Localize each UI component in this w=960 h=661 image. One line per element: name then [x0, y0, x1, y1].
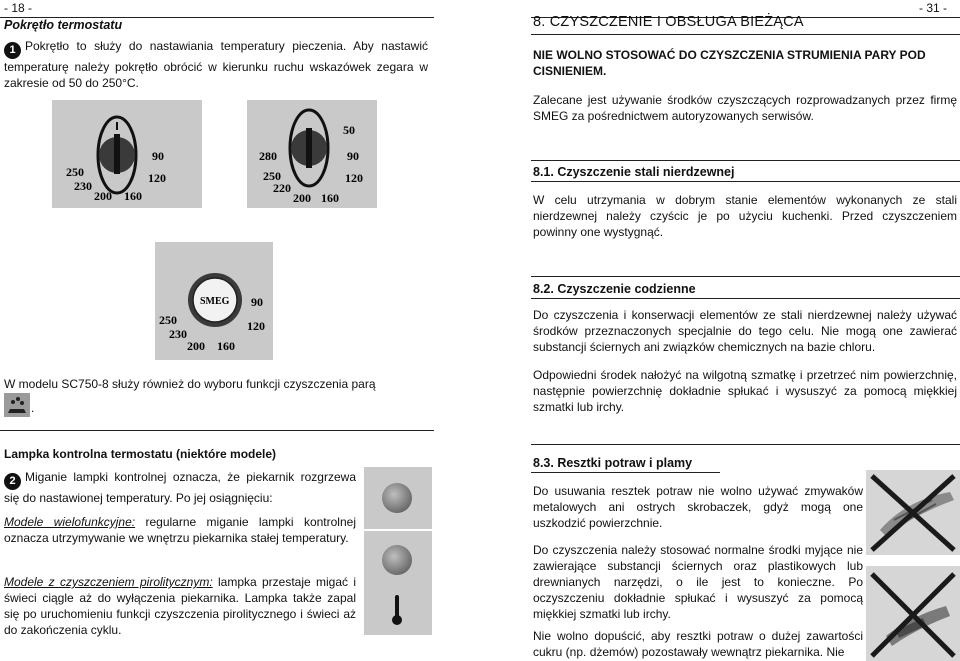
page-number-left: - 18 -	[4, 1, 33, 15]
section-81-title: 8.1. Czyszczenie stali nierdzewnej	[533, 165, 735, 179]
lamp-image-1	[364, 467, 432, 529]
section-82-text-2: Odpowiedni środek nałożyć na wilgotną szmatkę i przetrzeć nim powierzchnię, następnie powierzchnię dokładnie spłukać i wysuszyć za pomocą miękkiej szmatki lub irchy.	[533, 368, 957, 414]
thermostat-title: Pokrętło termostatu	[4, 18, 123, 32]
thermostat-text: Pokrętło to służy do nastawiania temperatury pieczenia. Aby nastawić temperaturę należy pokrętło obrócić w kierunku ruchu wskazówek zegara w zakresie od 50 do 250°C.	[4, 39, 428, 90]
prohibited-scraper-icon	[866, 566, 960, 661]
svg-text:50: 50	[343, 123, 355, 137]
svg-text:160: 160	[217, 339, 235, 353]
thermostat-paragraph	[4, 38, 428, 91]
svg-text:230: 230	[74, 179, 92, 193]
thermostat-dial-a-icon	[52, 100, 202, 208]
dial-image-a	[52, 100, 202, 208]
prohibited-scourer-icon	[866, 470, 960, 555]
pyro-model-label: Modele z czyszczeniem pirolitycznym:	[4, 575, 213, 589]
section-83-text-2: Do czyszczenia należy stosować normalne środki myjące nie zawierające substancji ściernych oraz plastikowych lub drewnianych narzędzi, o ile jest to konieczne. Po oczyszczeniu dokładnie spłukać i wysuszyć za pomocą miękkiej szmatki lub irchy.	[533, 543, 863, 621]
indicator-lamp-icon	[382, 545, 412, 575]
svg-text:90: 90	[347, 149, 359, 163]
lamp-intro-paragraph	[4, 469, 356, 506]
pyro-model-text: lampka przestaje migać i świeci ciągle aż do wyłączenia piekarnika. Lampka także zapal się po uruchomieniu funkcji czyszczenia pirolitycznego i świeci aż do zakończenia cyklu.	[4, 575, 356, 637]
section-83-text-3: Nie wolno dopuścić, aby resztki potraw o dużej zawartości cukru (np. dżemów) pozostawały wewnątrz piekarnika. Nie	[533, 629, 863, 659]
rule-82	[531, 276, 960, 277]
svg-text:160: 160	[124, 189, 142, 203]
svg-text:160: 160	[321, 191, 339, 205]
steam-text: W modelu SC750-8 służy również do wyboru funkcji czyszczenia parą	[4, 377, 376, 391]
chapter-rule	[531, 34, 960, 35]
no-metal-scourer-image	[866, 470, 960, 555]
multi-model-label: Modele wielofunkcyjne:	[4, 515, 136, 529]
thermometer-icon	[390, 593, 404, 627]
svg-text:90: 90	[251, 295, 263, 309]
lamp-multi-paragraph	[4, 514, 356, 546]
warning-text: NIE WOLNO STOSOWAĆ DO CZYSZCZENIA STRUMIENIA PARY POD CISNIENIEM.	[533, 48, 926, 78]
rule-82-under	[531, 298, 960, 299]
section-83-text-1: Do usuwania resztek potraw nie wolno używać zmywaków metalowych ani ostrych skrobaczek, gdyż mogą one uszkodzić powierzchnie.	[533, 484, 863, 530]
lamp-image-2	[364, 531, 432, 635]
steam-suffix: .	[31, 401, 35, 415]
dial-image-b	[247, 100, 377, 208]
svg-text:250: 250	[159, 313, 177, 327]
lamp-intro: Miganie lampki kontrolnej oznacza, że piekarnik rozgrzewa się do nastawionej temperatury. Po jej osiągnięciu:	[4, 470, 356, 505]
steam-icon	[4, 393, 30, 417]
svg-text:220: 220	[273, 181, 291, 195]
dial-image-c	[155, 242, 273, 360]
svg-text:230: 230	[169, 327, 187, 341]
page-number-right: - 31 -	[919, 1, 948, 15]
svg-text:120: 120	[345, 171, 363, 185]
thermostat-dial-smeg-icon	[155, 242, 273, 360]
no-scraper-image	[866, 566, 960, 661]
bullet-2-icon: 2	[4, 473, 21, 490]
lamp-title: Lampka kontrolna termostatu (niektóre modele)	[4, 447, 277, 461]
bullet-1-icon: 1	[4, 42, 21, 59]
svg-text:200: 200	[94, 189, 112, 203]
indicator-lamp-icon	[382, 483, 412, 513]
svg-text:200: 200	[187, 339, 205, 353]
multi-model-text: regularne miganie lampki kontrolnej oznacza utrzymywanie we wnętrzu piekarnika stałej temperatury.	[4, 515, 356, 545]
section-83-title: 8.3. Resztki potraw i plamy	[533, 456, 693, 470]
section-82-title: 8.2. Czyszczenie codzienne	[533, 282, 696, 296]
dial-a-label: 90	[152, 149, 164, 163]
svg-text:250: 250	[66, 165, 84, 179]
svg-text:280: 280	[259, 149, 277, 163]
steam-paragraph	[4, 376, 428, 392]
recommend-text: Zalecane jest używanie środków czyszczących rozprowadzanych przez firmę SMEG za pośrednictwem autoryzowanych serwisów.	[533, 93, 957, 123]
section-rule-left	[0, 430, 434, 431]
thermostat-dial-b-icon	[247, 100, 377, 208]
lamp-pyro-paragraph	[4, 574, 356, 638]
svg-text:SMEG: SMEG	[200, 296, 230, 307]
rule-81-under	[531, 181, 960, 182]
rule-81	[531, 160, 960, 161]
svg-text:120: 120	[148, 171, 166, 185]
svg-text:250: 250	[263, 169, 281, 183]
svg-text:200: 200	[293, 191, 311, 205]
rule-83-under	[531, 472, 720, 473]
rule-83	[531, 444, 960, 445]
svg-text:120: 120	[247, 319, 265, 333]
section-81-text: W celu utrzymania w dobrym stanie elementów wykonanych ze stali nierdzewnej należy czyścic je po użyciu kuchenki. Przed czyszczeniem powinny one wystygnąć.	[533, 193, 957, 239]
section-82-text-1: Do czyszczenia i konserwacji elementów ze stali nierdzewnej należy używać środków przeznaczonych specjalnie do tego celu. Nie mogą one zawierać substancji ściernych ani związków chemicznych na bazie chloru.	[533, 308, 957, 354]
chapter-title: 8. CZYSZCZENIE I OBSŁUGA BIEŻĄCA	[533, 14, 804, 30]
